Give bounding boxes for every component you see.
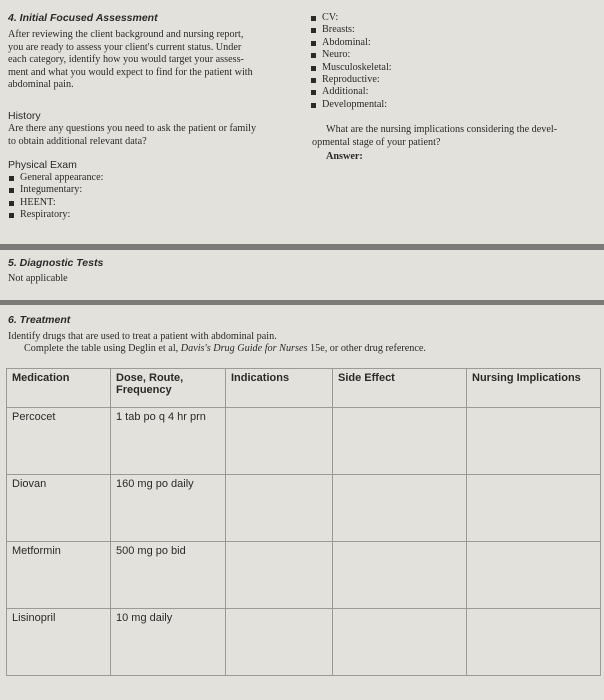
indications-cell[interactable] (226, 542, 333, 609)
physical-exam-label: Physical Exam (8, 159, 77, 171)
section-5-title: 5. Diagnostic Tests (8, 257, 104, 269)
history-line: to obtain additional relevant data? (8, 135, 147, 147)
exam-item: General appearance: (8, 172, 103, 184)
nursing-implications-cell[interactable] (467, 609, 601, 676)
table-row (7, 408, 601, 475)
system-item: Musculoskeletal: (310, 62, 392, 74)
intro-line: you are ready to assess your client's current status. Under (8, 41, 242, 53)
nursing-implications-cell[interactable] (467, 408, 601, 475)
intro-line: ment and what you would expect to find for the patient with (8, 66, 253, 78)
medication-cell: Lisinopril (7, 609, 111, 676)
developmental-question (312, 124, 602, 149)
system-item: Neuro: (310, 49, 392, 61)
table-header-row (7, 369, 601, 408)
treatment-line-2 (24, 343, 426, 356)
dose-cell: 160 mg po daily (111, 475, 226, 542)
system-item: Reproductive: (310, 74, 392, 86)
side-effect-cell[interactable] (333, 542, 467, 609)
medication-table (6, 368, 601, 676)
medication-cell: Percocet (7, 408, 111, 475)
history-line: Are there any questions you need to ask the patient or family (8, 123, 257, 134)
system-item: Additional: (310, 86, 392, 98)
medication-cell: Metformin (7, 542, 111, 609)
diagnostic-text: Not applicable (8, 273, 68, 284)
nursing-implications-cell[interactable] (467, 542, 601, 609)
section-6-title: 6. Treatment (8, 314, 71, 326)
side-effect-cell[interactable] (333, 408, 467, 475)
reference-title: Davis's Drug Guide for Nurses (180, 343, 308, 354)
system-item: Breasts: (310, 24, 392, 36)
history-label: History (8, 110, 41, 122)
table-row (7, 542, 601, 609)
header-medication: Medication (7, 369, 111, 408)
diagnostic-tests-section (0, 250, 604, 300)
intro-line: each category, identify how you would target your assess- (8, 54, 244, 66)
intro-line: abdominal pain. (8, 79, 74, 91)
answer-label: Answer: (326, 151, 363, 162)
header-nursing-implications: Nursing Implications (467, 369, 601, 408)
section-4-title: 4. Initial Focused Assessment (8, 12, 158, 24)
table-row (7, 475, 601, 542)
initial-assessment-section (0, 0, 604, 244)
dev-line: What are the nursing implications considering the devel- (326, 124, 558, 135)
medication-cell: Diovan (7, 475, 111, 542)
dose-cell: 10 mg daily (111, 609, 226, 676)
reference-edition: 15e, or other drug reference. (307, 343, 426, 354)
exam-item: Integumentary: (8, 184, 103, 196)
system-item: Developmental: (310, 99, 392, 111)
dev-line: opmental stage of your patient? (312, 136, 441, 148)
indications-cell[interactable] (226, 475, 333, 542)
physical-exam-list (8, 172, 103, 222)
header-side-effect: Side Effect (333, 369, 467, 408)
system-item: Abdominal: (310, 37, 392, 49)
intro-line: After reviewing the client background and nursing report, (8, 29, 244, 40)
table-row (7, 609, 601, 676)
side-effect-cell[interactable] (333, 609, 467, 676)
side-effect-cell[interactable] (333, 475, 467, 542)
indications-cell[interactable] (226, 609, 333, 676)
system-item: CV: (310, 12, 392, 24)
reference-text: Complete the table using Deglin et al, (24, 343, 181, 354)
header-indications: Indications (226, 369, 333, 408)
dose-cell: 500 mg po bid (111, 542, 226, 609)
exam-item: Respiratory: (8, 209, 103, 221)
nursing-implications-cell[interactable] (467, 475, 601, 542)
history-question (8, 123, 303, 148)
header-dose: Dose, Route, Frequency (111, 369, 226, 408)
body-systems-list (310, 12, 392, 111)
dose-cell: 1 tab po q 4 hr prn (111, 408, 226, 475)
intro-text (8, 29, 298, 92)
indications-cell[interactable] (226, 408, 333, 475)
treatment-line-1: Identify drugs that are used to treat a patient with abdominal pain. (8, 331, 277, 342)
exam-item: HEENT: (8, 197, 103, 209)
